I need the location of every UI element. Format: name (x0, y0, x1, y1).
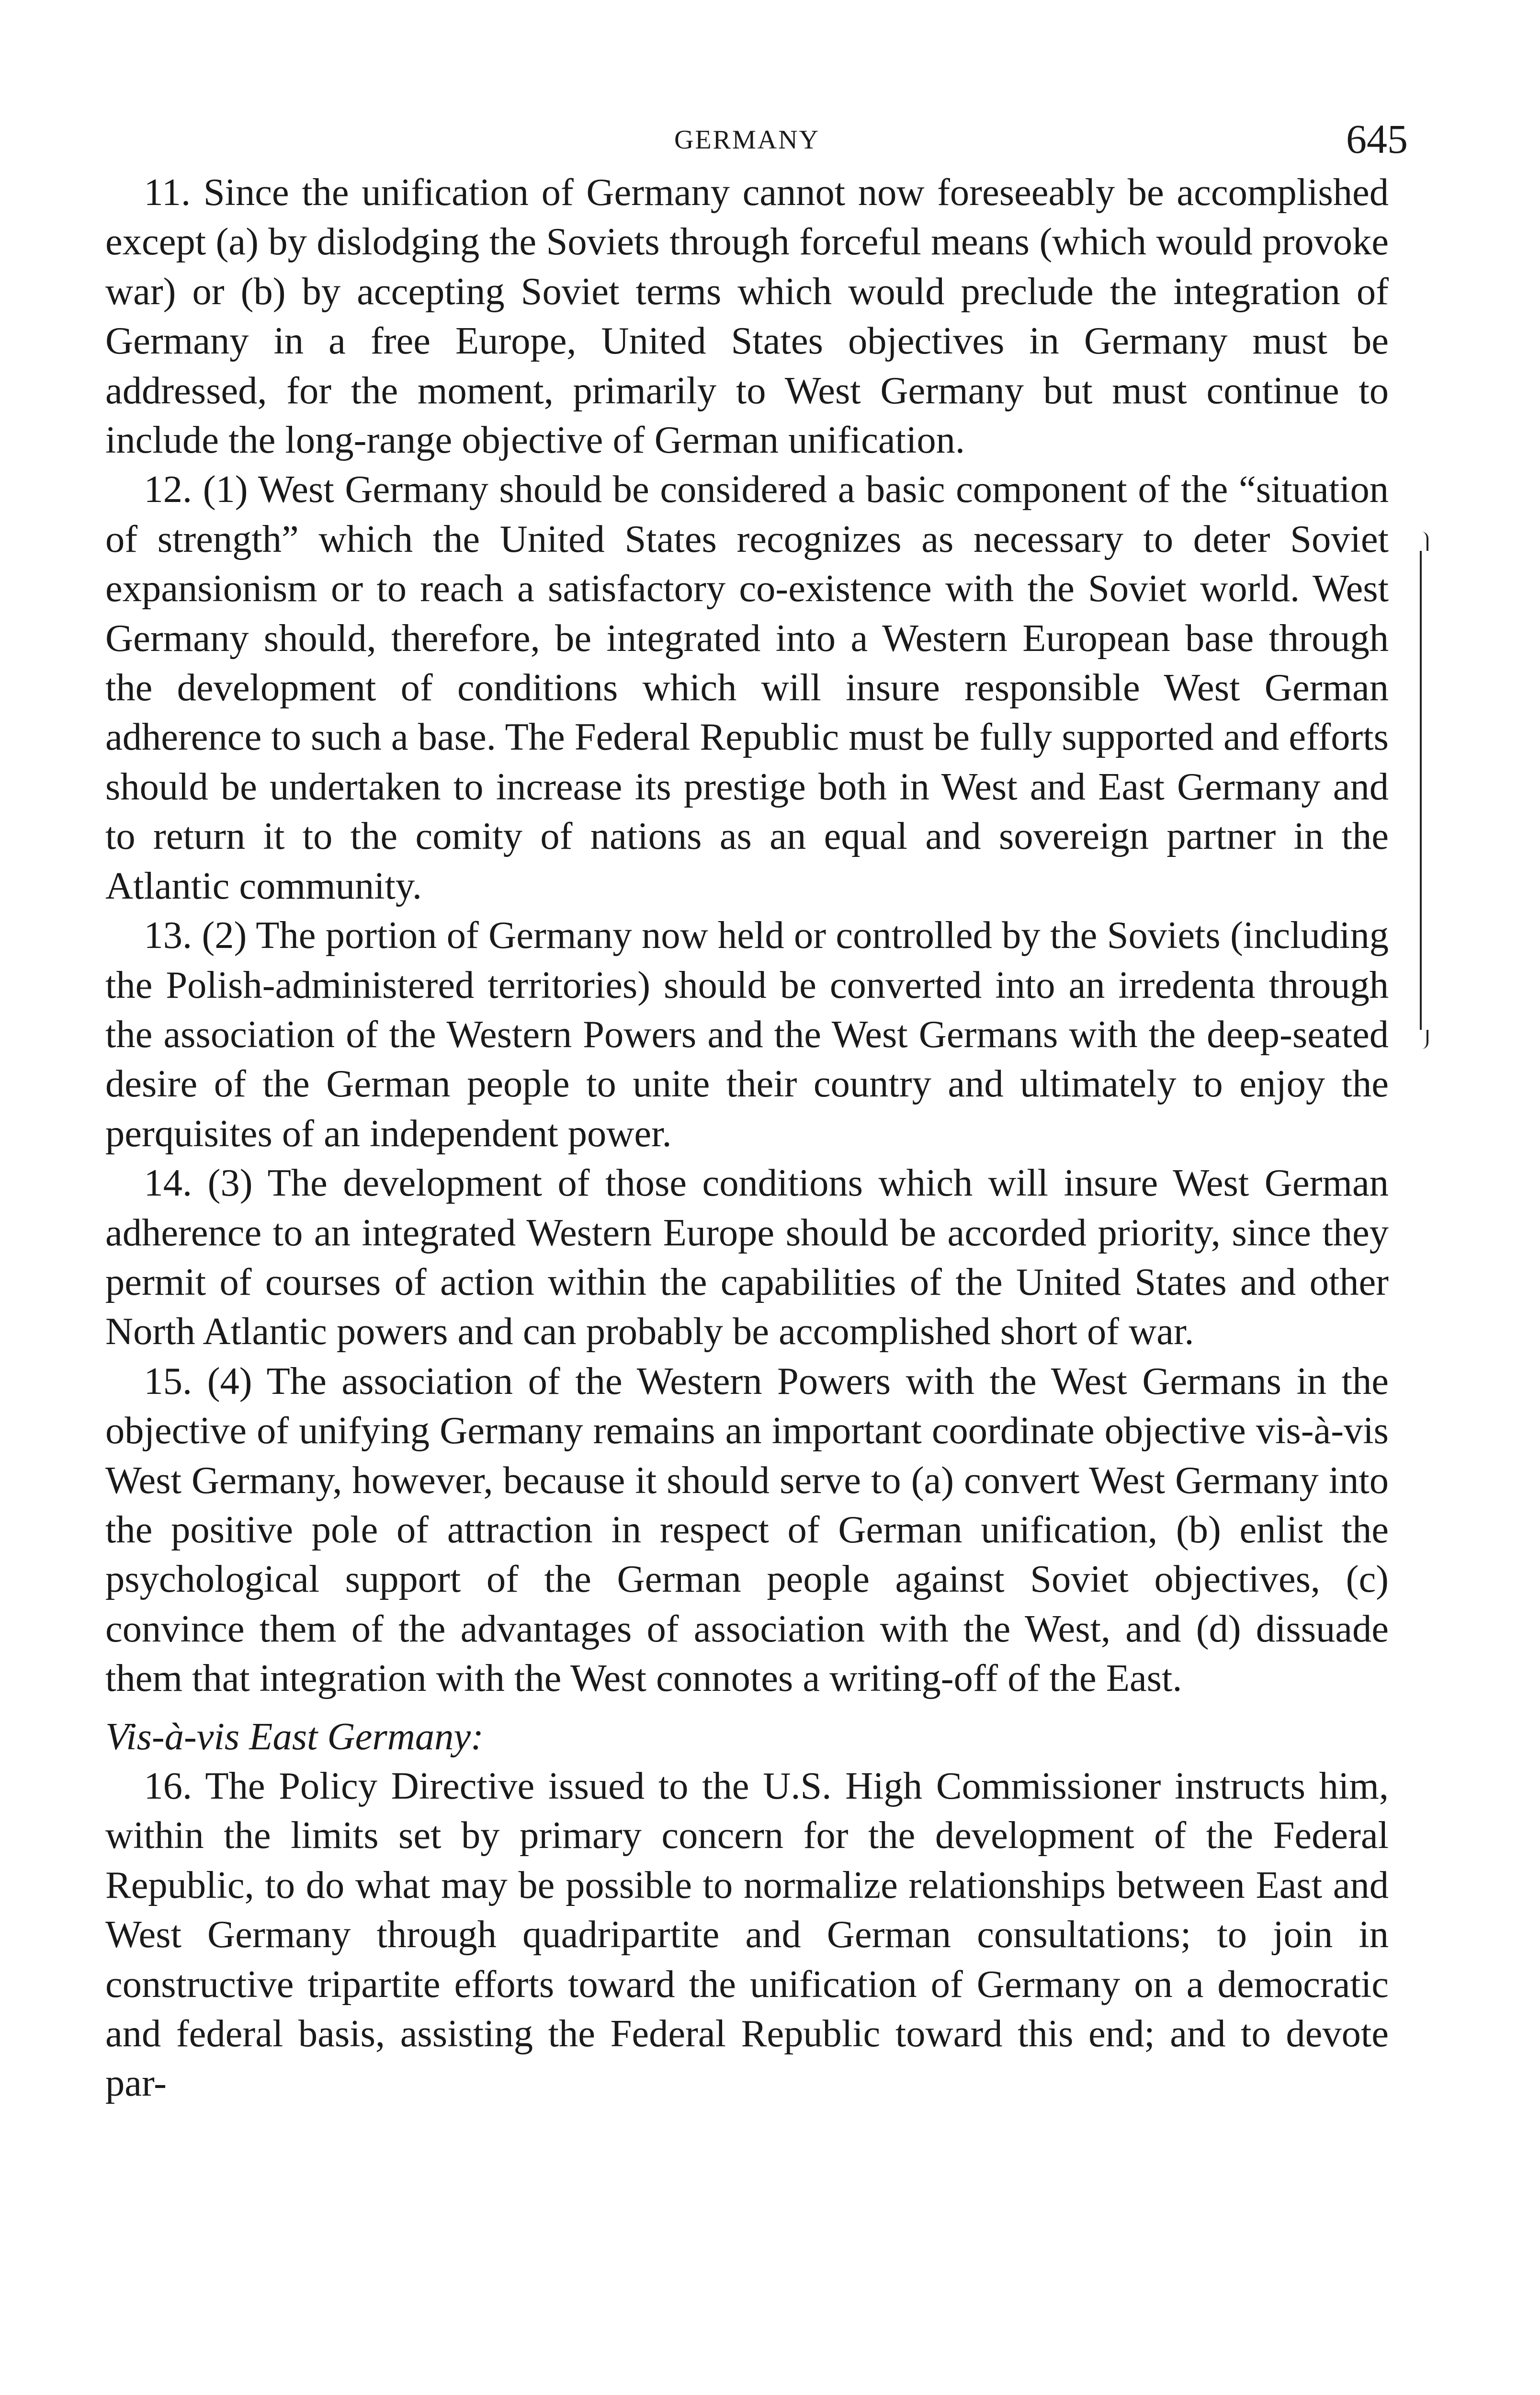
margin-bracket-mark (1420, 551, 1431, 1030)
paragraph-text: The Policy Directive issued to the U.S. High Commissioner instructs him, within the limits set by primary concern for the development of the Federal Republic, to do what may be possible to normalize relationships between East and West Germany through quadripartite and German consultations; to join in constructive tripartite efforts toward the unification of Germany on a democratic and federal basis, assisting the Federal Republic toward this end; and to devote par- (105, 1765, 1389, 2105)
paragraph-number: 16. (144, 1765, 192, 1807)
running-head (105, 115, 1408, 168)
paragraph-number: 13. (144, 914, 192, 957)
paragraph-13 (105, 911, 1389, 1158)
paragraph-11 (105, 168, 1389, 465)
running-title: GERMANY (674, 125, 820, 155)
paragraph-text: (3) The development of those conditions which will insure West German adherence to an integrated Western Europe should be accorded priority, since they permit of courses of action within the capabilities of the United States and other North Atlantic powers and can probably be accomplished short of war. (105, 1162, 1389, 1353)
paragraph-text: (4) The association of the Western Powers with the West Germans in the objective of unifying Germany remains an important coordinate objective vis-à-vis West Germany, however, because it should serve to (a) convert West Germany into the positive pole of attraction in respect of German unification, (b) enlist the psychological support of the German people against Soviet objectives, (c) convince them of the advantages of association with the West, and (d) dissuade them that integration with the West connotes a writing-off of the East. (105, 1359, 1389, 1700)
section-heading: Vis-à-vis East Germany: (105, 1715, 484, 1758)
paragraph-number: 15. (144, 1359, 192, 1403)
paragraph-text: (2) The portion of Germany now held or controlled by the Soviets (including the Polish-administered territories) should be converted into an irredenta through the association of the Western Powers and the West Germans with the deep-seated desire of the German people to unite their country and ultimately to enjoy the perquisites of an independent power. (105, 914, 1389, 1155)
paragraph-15 (105, 1357, 1389, 1703)
paragraph-16 (105, 1761, 1389, 2108)
body-text (105, 168, 1389, 2108)
paragraph-text: (1) West Germany should be considered a basic component of the “situation of strength” which the United States recognizes as necessary to deter Soviet expansionism or to reach a satisfactory co-existence with the Soviet world. West Germany should, therefore, be integrated into a Western European base through the development of conditions which will insure responsible West German adherence to such a base. The Federal Republic must be fully supported and efforts should be undertaken to increase its prestige both in West and East Germany and to return it to the comity of nations as an equal and sovereign partner in the Atlantic community. (105, 468, 1389, 907)
paragraph-text: Since the unification of Germany cannot now foreseeably be accomplished except (a) by dislodging the Soviets through forceful means (which would provoke war) or (b) by accepting Soviet terms which would preclude the integration of Germany in a free Europe, United States objectives in Germany must be addressed, for the moment, primarily to West Germany but must continue to include the long-range objective of German unification. (105, 171, 1389, 462)
paragraph-number: 14. (144, 1162, 192, 1205)
document-page (105, 115, 1408, 2108)
paragraph-14 (105, 1158, 1389, 1357)
page-number: 645 (1346, 116, 1408, 162)
paragraph-number: 11. (144, 171, 191, 214)
paragraph-number: 12. (144, 468, 192, 511)
paragraph-12 (105, 465, 1389, 911)
